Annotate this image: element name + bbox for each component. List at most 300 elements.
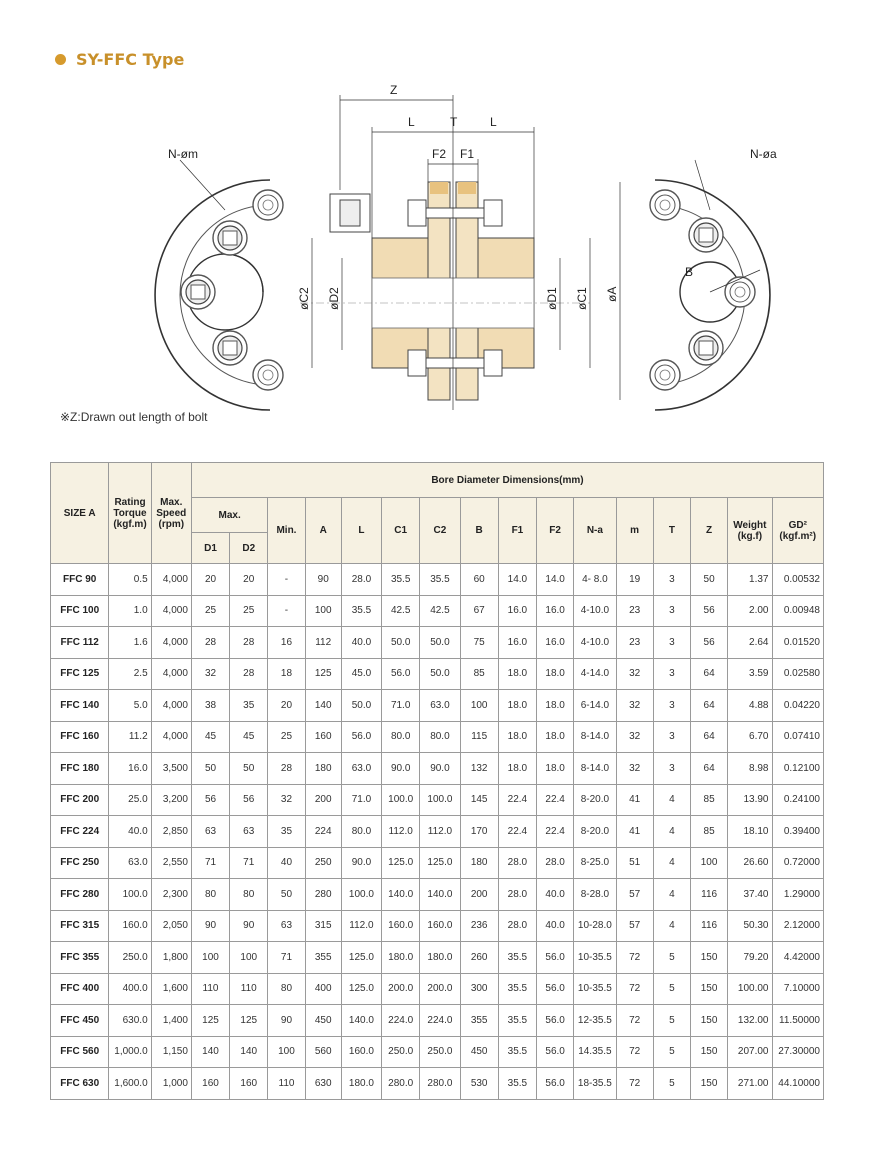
table-cell: 1.6 bbox=[109, 627, 151, 659]
table-cell: 112.0 bbox=[420, 816, 460, 848]
table-cell: 22.4 bbox=[537, 784, 574, 816]
table-cell: 160 bbox=[230, 1068, 268, 1100]
table-cell: 28 bbox=[230, 627, 268, 659]
header-z: Z bbox=[690, 498, 727, 564]
table-cell: 56.0 bbox=[537, 1036, 574, 1068]
table-cell: 200.0 bbox=[382, 973, 420, 1005]
table-cell: 3 bbox=[653, 721, 690, 753]
table-cell: 63.0 bbox=[341, 753, 381, 785]
table-cell: 56 bbox=[690, 627, 727, 659]
header-f2: F2 bbox=[537, 498, 574, 564]
table-cell: 50.0 bbox=[420, 658, 460, 690]
table-cell: 4 bbox=[653, 847, 690, 879]
table-cell: 50 bbox=[690, 564, 727, 596]
header-torque: Rating Torque (kgf.m) bbox=[109, 463, 151, 564]
table-cell: 57 bbox=[616, 879, 653, 911]
table-cell: 100.0 bbox=[382, 784, 420, 816]
header-speed: Max. Speed (rpm) bbox=[151, 463, 191, 564]
table-cell: 116 bbox=[690, 910, 727, 942]
table-cell: 40.0 bbox=[537, 879, 574, 911]
table-cell: 3 bbox=[653, 753, 690, 785]
table-cell: 450 bbox=[460, 1036, 498, 1068]
table-cell: 51 bbox=[616, 847, 653, 879]
header-min: Min. bbox=[268, 498, 305, 564]
dim-label-n-om: N-øm bbox=[168, 147, 198, 161]
table-cell: 4 bbox=[653, 784, 690, 816]
table-cell: 22.4 bbox=[498, 784, 536, 816]
table-cell: 0.5 bbox=[109, 564, 151, 596]
table-cell: 11.50000 bbox=[772, 1005, 824, 1037]
dim-label-l-left: L bbox=[408, 115, 415, 129]
header-t: T bbox=[653, 498, 690, 564]
table-cell: 180.0 bbox=[382, 942, 420, 974]
dim-label-f2: F2 bbox=[432, 147, 447, 161]
table-cell: 150 bbox=[690, 942, 727, 974]
table-cell: 200.0 bbox=[420, 973, 460, 1005]
table-cell: 100.0 bbox=[109, 879, 151, 911]
table-cell: 32 bbox=[191, 658, 229, 690]
table-cell: 2.12000 bbox=[772, 910, 824, 942]
table-cell: 90 bbox=[268, 1005, 305, 1037]
table-cell: 170 bbox=[460, 816, 498, 848]
table-cell: 112.0 bbox=[341, 910, 381, 942]
table-cell: 64 bbox=[690, 721, 727, 753]
table-cell: 8-25.0 bbox=[574, 847, 616, 879]
table-cell: 4- 8.0 bbox=[574, 564, 616, 596]
size-cell: FFC 224 bbox=[51, 816, 109, 848]
table-cell: 100 bbox=[268, 1036, 305, 1068]
table-cell: 250.0 bbox=[109, 942, 151, 974]
table-cell: 32 bbox=[616, 658, 653, 690]
table-cell: 160.0 bbox=[382, 910, 420, 942]
table-cell: 5 bbox=[653, 1005, 690, 1037]
table-cell: 125 bbox=[230, 1005, 268, 1037]
size-cell: FFC 180 bbox=[51, 753, 109, 785]
table-cell: 42.5 bbox=[382, 595, 420, 627]
table-cell: 160 bbox=[305, 721, 341, 753]
table-row bbox=[51, 973, 824, 1005]
table-cell: 63 bbox=[230, 816, 268, 848]
table-cell: 4,000 bbox=[151, 627, 191, 659]
table-cell: 630.0 bbox=[109, 1005, 151, 1037]
table-cell: 72 bbox=[616, 973, 653, 1005]
table-cell: 63.0 bbox=[109, 847, 151, 879]
table-cell: 50.0 bbox=[341, 690, 381, 722]
table-cell: 90 bbox=[305, 564, 341, 596]
header-a: A bbox=[305, 498, 341, 564]
header-na: N-a bbox=[574, 498, 616, 564]
table-cell: 1,800 bbox=[151, 942, 191, 974]
table-cell: 2.5 bbox=[109, 658, 151, 690]
table-cell: 56.0 bbox=[537, 1068, 574, 1100]
table-cell: 280.0 bbox=[382, 1068, 420, 1100]
table-cell: 16.0 bbox=[498, 595, 536, 627]
dim-label-c2: øC2 bbox=[297, 287, 311, 310]
table-cell: 180 bbox=[305, 753, 341, 785]
table-cell: 45.0 bbox=[341, 658, 381, 690]
dim-label-d1: øD1 bbox=[545, 287, 559, 310]
coupling-drawing bbox=[150, 80, 777, 410]
table-cell: 8-14.0 bbox=[574, 753, 616, 785]
table-cell: 23 bbox=[616, 627, 653, 659]
table-cell: 18.0 bbox=[498, 690, 536, 722]
table-cell: 41 bbox=[616, 816, 653, 848]
table-cell: 0.02580 bbox=[772, 658, 824, 690]
table-cell: 6-14.0 bbox=[574, 690, 616, 722]
table-cell: 1.29000 bbox=[772, 879, 824, 911]
table-cell: 20 bbox=[191, 564, 229, 596]
table-cell: 150 bbox=[690, 1068, 727, 1100]
table-cell: 85 bbox=[460, 658, 498, 690]
table-cell: 4 bbox=[653, 816, 690, 848]
header-f1: F1 bbox=[498, 498, 536, 564]
table-cell: 530 bbox=[460, 1068, 498, 1100]
size-cell: FFC 112 bbox=[51, 627, 109, 659]
table-cell: 112.0 bbox=[382, 816, 420, 848]
table-cell: 90.0 bbox=[341, 847, 381, 879]
table-cell: 140 bbox=[191, 1036, 229, 1068]
table-row bbox=[51, 847, 824, 879]
table-cell: 125.0 bbox=[420, 847, 460, 879]
table-cell: 132 bbox=[460, 753, 498, 785]
table-cell: 16.0 bbox=[537, 595, 574, 627]
table-cell: 0.07410 bbox=[772, 721, 824, 753]
size-cell: FFC 125 bbox=[51, 658, 109, 690]
table-row bbox=[51, 595, 824, 627]
table-cell: 5.0 bbox=[109, 690, 151, 722]
size-cell: FFC 400 bbox=[51, 973, 109, 1005]
table-cell: 4-10.0 bbox=[574, 627, 616, 659]
dim-label-f1: F1 bbox=[460, 147, 475, 161]
dim-label-z: Z bbox=[390, 83, 398, 97]
table-cell: 400 bbox=[305, 973, 341, 1005]
size-cell: FFC 355 bbox=[51, 942, 109, 974]
table-cell: 4,000 bbox=[151, 595, 191, 627]
table-cell: 140.0 bbox=[420, 879, 460, 911]
table-cell: 355 bbox=[460, 1005, 498, 1037]
table-cell: 35.5 bbox=[498, 942, 536, 974]
table-cell: 224.0 bbox=[382, 1005, 420, 1037]
table-cell: 35.5 bbox=[341, 595, 381, 627]
dimension-table bbox=[50, 462, 824, 1100]
table-cell: 145 bbox=[460, 784, 498, 816]
table-cell: 1,600 bbox=[151, 973, 191, 1005]
table-cell: 160.0 bbox=[341, 1036, 381, 1068]
table-cell: 2,050 bbox=[151, 910, 191, 942]
header-max: Max. bbox=[191, 498, 267, 533]
table-cell: 224.0 bbox=[420, 1005, 460, 1037]
table-cell: 50 bbox=[191, 753, 229, 785]
table-cell: 64 bbox=[690, 658, 727, 690]
header-c1: C1 bbox=[382, 498, 420, 564]
table-cell: 32 bbox=[616, 721, 653, 753]
table-cell: 110 bbox=[268, 1068, 305, 1100]
size-cell: FFC 450 bbox=[51, 1005, 109, 1037]
size-cell: FFC 160 bbox=[51, 721, 109, 753]
header-gd2: GD² (kgf.m²) bbox=[772, 498, 824, 564]
table-cell: 150 bbox=[690, 1036, 727, 1068]
table-cell: 100 bbox=[460, 690, 498, 722]
table-cell: 35.5 bbox=[420, 564, 460, 596]
dim-label-l-right: L bbox=[490, 115, 497, 129]
table-cell: 271.00 bbox=[728, 1068, 772, 1100]
table-cell: - bbox=[268, 564, 305, 596]
table-cell: 35.5 bbox=[498, 1068, 536, 1100]
size-cell: FFC 280 bbox=[51, 879, 109, 911]
table-cell: 300 bbox=[460, 973, 498, 1005]
table-cell: 280.0 bbox=[420, 1068, 460, 1100]
table-row bbox=[51, 564, 824, 596]
table-cell: 23 bbox=[616, 595, 653, 627]
table-cell: 3,200 bbox=[151, 784, 191, 816]
table-cell: 60 bbox=[460, 564, 498, 596]
page-title: SY-FFC Type bbox=[76, 50, 185, 69]
table-cell: 140.0 bbox=[341, 1005, 381, 1037]
table-cell: 80 bbox=[268, 973, 305, 1005]
table-cell: 40.0 bbox=[537, 910, 574, 942]
table-cell: 40 bbox=[268, 847, 305, 879]
table-cell: 13.90 bbox=[728, 784, 772, 816]
table-cell: 8-20.0 bbox=[574, 816, 616, 848]
table-cell: 40.0 bbox=[109, 816, 151, 848]
table-cell: 32 bbox=[616, 753, 653, 785]
table-cell: 90 bbox=[230, 910, 268, 942]
table-row bbox=[51, 816, 824, 848]
table-cell: 80 bbox=[191, 879, 229, 911]
table-cell: 1,000.0 bbox=[109, 1036, 151, 1068]
table-cell: 132.00 bbox=[728, 1005, 772, 1037]
table-cell: 18.0 bbox=[498, 753, 536, 785]
table-cell: 125 bbox=[305, 658, 341, 690]
table-cell: 90 bbox=[191, 910, 229, 942]
table-cell: 44.10000 bbox=[772, 1068, 824, 1100]
table-cell: 100.00 bbox=[728, 973, 772, 1005]
table-cell: 125 bbox=[191, 1005, 229, 1037]
table-cell: 1.0 bbox=[109, 595, 151, 627]
table-cell: 71 bbox=[191, 847, 229, 879]
table-cell: 4-14.0 bbox=[574, 658, 616, 690]
table-cell: 3 bbox=[653, 627, 690, 659]
table-cell: 4-10.0 bbox=[574, 595, 616, 627]
table-cell: 3 bbox=[653, 564, 690, 596]
table-cell: 64 bbox=[690, 753, 727, 785]
table-cell: 25 bbox=[230, 595, 268, 627]
left-flange-view bbox=[155, 180, 283, 410]
bullet-dot-icon bbox=[55, 54, 66, 65]
table-cell: 4.42000 bbox=[772, 942, 824, 974]
table-cell: 236 bbox=[460, 910, 498, 942]
table-cell: 100 bbox=[690, 847, 727, 879]
table-cell: 8-14.0 bbox=[574, 721, 616, 753]
table-cell: 8-20.0 bbox=[574, 784, 616, 816]
table-cell: - bbox=[268, 595, 305, 627]
table-cell: 0.04220 bbox=[772, 690, 824, 722]
table-cell: 8-28.0 bbox=[574, 879, 616, 911]
table-cell: 45 bbox=[191, 721, 229, 753]
table-cell: 56.0 bbox=[537, 1005, 574, 1037]
table-cell: 72 bbox=[616, 1068, 653, 1100]
table-cell: 27.30000 bbox=[772, 1036, 824, 1068]
table-row bbox=[51, 1005, 824, 1037]
table-cell: 32 bbox=[268, 784, 305, 816]
table-cell: 12-35.5 bbox=[574, 1005, 616, 1037]
table-cell: 50.0 bbox=[420, 627, 460, 659]
table-cell: 72 bbox=[616, 1005, 653, 1037]
table-cell: 28.0 bbox=[498, 847, 536, 879]
table-cell: 4,000 bbox=[151, 564, 191, 596]
size-cell: FFC 630 bbox=[51, 1068, 109, 1100]
table-row bbox=[51, 690, 824, 722]
table-cell: 355 bbox=[305, 942, 341, 974]
table-cell: 56 bbox=[690, 595, 727, 627]
table-cell: 1.37 bbox=[728, 564, 772, 596]
table-cell: 80.0 bbox=[341, 816, 381, 848]
table-cell: 2.64 bbox=[728, 627, 772, 659]
table-cell: 63.0 bbox=[420, 690, 460, 722]
size-cell: FFC 90 bbox=[51, 564, 109, 596]
table-cell: 115 bbox=[460, 721, 498, 753]
table-body bbox=[51, 564, 824, 1100]
table-cell: 2,550 bbox=[151, 847, 191, 879]
table-cell: 10-35.5 bbox=[574, 942, 616, 974]
table-cell: 5 bbox=[653, 1068, 690, 1100]
table-row bbox=[51, 1036, 824, 1068]
table-cell: 3 bbox=[653, 658, 690, 690]
table-cell: 40.0 bbox=[341, 627, 381, 659]
table-cell: 150 bbox=[690, 973, 727, 1005]
table-cell: 56.0 bbox=[341, 721, 381, 753]
table-cell: 11.2 bbox=[109, 721, 151, 753]
table-cell: 37.40 bbox=[728, 879, 772, 911]
table-cell: 4.88 bbox=[728, 690, 772, 722]
table-cell: 35 bbox=[230, 690, 268, 722]
table-cell: 35.5 bbox=[382, 564, 420, 596]
table-cell: 45 bbox=[230, 721, 268, 753]
table-cell: 38 bbox=[191, 690, 229, 722]
table-cell: 100 bbox=[191, 942, 229, 974]
table-cell: 3 bbox=[653, 690, 690, 722]
table-cell: 56.0 bbox=[382, 658, 420, 690]
table-cell: 180.0 bbox=[420, 942, 460, 974]
table-cell: 14.0 bbox=[537, 564, 574, 596]
table-cell: 14.0 bbox=[498, 564, 536, 596]
table-cell: 80.0 bbox=[382, 721, 420, 753]
table-row bbox=[51, 910, 824, 942]
size-cell: FFC 200 bbox=[51, 784, 109, 816]
table-cell: 400.0 bbox=[109, 973, 151, 1005]
table-cell: 0.39400 bbox=[772, 816, 824, 848]
table-cell: 67 bbox=[460, 595, 498, 627]
table-cell: 2,850 bbox=[151, 816, 191, 848]
table-cell: 63 bbox=[268, 910, 305, 942]
table-cell: 150 bbox=[690, 1005, 727, 1037]
table-cell: 16 bbox=[268, 627, 305, 659]
dim-label-n-oa: N-øa bbox=[750, 147, 777, 161]
size-cell: FFC 315 bbox=[51, 910, 109, 942]
table-cell: 18-35.5 bbox=[574, 1068, 616, 1100]
header-size: SIZE A bbox=[51, 463, 109, 564]
table-cell: 20 bbox=[268, 690, 305, 722]
table-cell: 25 bbox=[268, 721, 305, 753]
table-cell: 28 bbox=[268, 753, 305, 785]
table-cell: 79.20 bbox=[728, 942, 772, 974]
table-cell: 6.70 bbox=[728, 721, 772, 753]
table-cell: 125.0 bbox=[341, 942, 381, 974]
table-cell: 71.0 bbox=[341, 784, 381, 816]
table-cell: 16.0 bbox=[537, 627, 574, 659]
table-cell: 3 bbox=[653, 595, 690, 627]
table-cell: 2.00 bbox=[728, 595, 772, 627]
table-cell: 28 bbox=[191, 627, 229, 659]
table-cell: 56.0 bbox=[537, 942, 574, 974]
table-cell: 100 bbox=[230, 942, 268, 974]
table-row bbox=[51, 753, 824, 785]
table-cell: 250.0 bbox=[420, 1036, 460, 1068]
header-bore-group: Bore Diameter Dimensions(mm) bbox=[191, 463, 823, 498]
table-cell: 22.4 bbox=[498, 816, 536, 848]
table-cell: 560 bbox=[305, 1036, 341, 1068]
header-l: L bbox=[341, 498, 381, 564]
table-cell: 28.0 bbox=[341, 564, 381, 596]
table-cell: 28 bbox=[230, 658, 268, 690]
table-cell: 315 bbox=[305, 910, 341, 942]
size-cell: FFC 250 bbox=[51, 847, 109, 879]
size-cell: FFC 560 bbox=[51, 1036, 109, 1068]
table-cell: 5 bbox=[653, 1036, 690, 1068]
table-cell: 25.0 bbox=[109, 784, 151, 816]
table-cell: 0.72000 bbox=[772, 847, 824, 879]
table-cell: 160.0 bbox=[109, 910, 151, 942]
table-cell: 56.0 bbox=[537, 973, 574, 1005]
table-cell: 160 bbox=[191, 1068, 229, 1100]
table-cell: 8.98 bbox=[728, 753, 772, 785]
table-cell: 14.35.5 bbox=[574, 1036, 616, 1068]
table-cell: 26.60 bbox=[728, 847, 772, 879]
dim-label-a: øA bbox=[605, 286, 619, 302]
table-cell: 110 bbox=[191, 973, 229, 1005]
table-cell: 450 bbox=[305, 1005, 341, 1037]
table-cell: 10-28.0 bbox=[574, 910, 616, 942]
table-cell: 75 bbox=[460, 627, 498, 659]
table-cell: 41 bbox=[616, 784, 653, 816]
table-cell: 35 bbox=[268, 816, 305, 848]
table-cell: 125.0 bbox=[341, 973, 381, 1005]
table-cell: 0.00532 bbox=[772, 564, 824, 596]
table-cell: 72 bbox=[616, 942, 653, 974]
table-cell: 3,500 bbox=[151, 753, 191, 785]
table-cell: 18 bbox=[268, 658, 305, 690]
table-cell: 18.0 bbox=[537, 721, 574, 753]
table-cell: 5 bbox=[653, 973, 690, 1005]
table-cell: 80.0 bbox=[420, 721, 460, 753]
table-cell: 200 bbox=[460, 879, 498, 911]
table-cell: 1,600.0 bbox=[109, 1068, 151, 1100]
header-b: B bbox=[460, 498, 498, 564]
table-cell: 3.59 bbox=[728, 658, 772, 690]
table-cell: 140 bbox=[230, 1036, 268, 1068]
table-cell: 100.0 bbox=[420, 784, 460, 816]
table-cell: 28.0 bbox=[498, 910, 536, 942]
table-cell: 56 bbox=[230, 784, 268, 816]
table-cell: 4,000 bbox=[151, 690, 191, 722]
table-cell: 25 bbox=[191, 595, 229, 627]
table-cell: 140 bbox=[305, 690, 341, 722]
table-cell: 90.0 bbox=[420, 753, 460, 785]
table-cell: 71 bbox=[230, 847, 268, 879]
header-weight: Weight (kg.f) bbox=[728, 498, 772, 564]
table-cell: 160.0 bbox=[420, 910, 460, 942]
table-cell: 50 bbox=[230, 753, 268, 785]
